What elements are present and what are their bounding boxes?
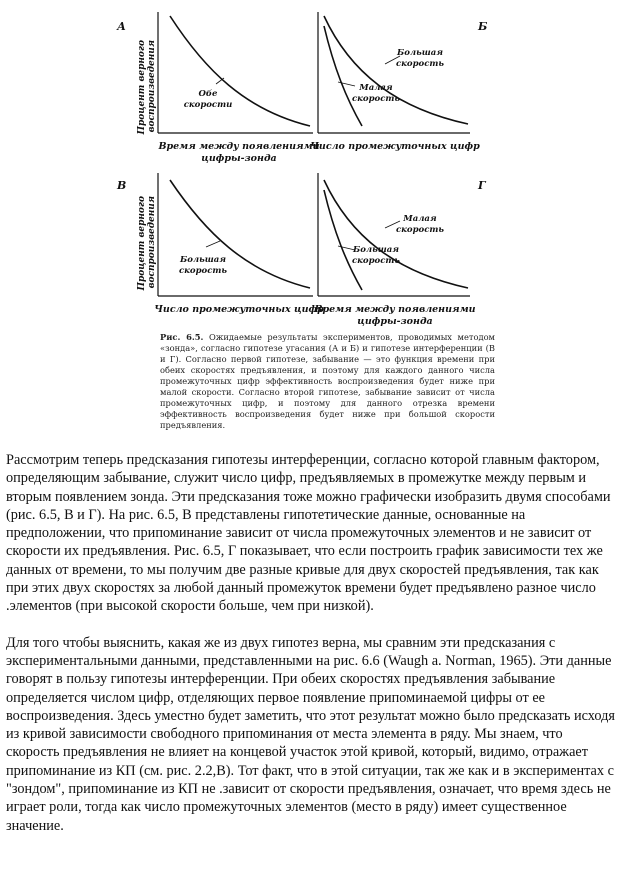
panel-b-fast-line1: Большая xyxy=(396,48,444,58)
panel-b-pointer-slow xyxy=(338,82,355,86)
panel-a-ylabel-line2: воспроизведения xyxy=(147,40,157,133)
panel-v-ylabel-line2: воспроизведения xyxy=(147,196,157,289)
panel-g xyxy=(313,173,487,327)
caption-text: Ожидаемые результаты экспериментов, проводимых методом «зонда», согласно гипотезе угасания (А и Б) и гипотезе интерференции (В и Г). Согласно первой гипотезе, забывание — это функция времени при обеих скоростях предъявления, и поэтому для каждого данного числа промежуточных цифр эффективность воспроизведения будет ниже при малой скорости. Согласно второй гипотезе, забывание зависит от числа промежуточных цифр, и поэтому для данного отрезка времени эффективность воспроизведения будет ниже при большой скорости предъявления. xyxy=(160,332,496,430)
panel-v-xlabel: Число промежуточных цифр xyxy=(154,304,324,315)
panel-b xyxy=(310,12,488,152)
panel-g-curve-fast xyxy=(324,190,362,290)
panel-v-label-line1: Большая xyxy=(179,255,227,265)
panel-a-ylabel-line1: Процент верного xyxy=(137,40,147,135)
panel-b-curve-fast xyxy=(324,16,468,124)
panel-v xyxy=(116,173,324,315)
panel-a-letter: А xyxy=(117,20,126,33)
figure-caption xyxy=(160,332,495,431)
panel-b-curve-slow xyxy=(324,26,362,126)
paragraph-1: Рассмотрим теперь предсказания гипотезы интерференции, согласно которой главным фактором, определяющим забывание, служит число цифр, предъявляемых в промежутке между первым и вторым появлением зонда. Эти предсказания тоже можно графически изобразить двумя способами (рис. 6.5, В и Г). На рис. 6.5, В представлены гипотетические данные, основанные на предположении, что припоминание зависит от числа промежуточных элементов и не зависит от скорости их предъявления. Рис. 6.5, Г показывает, что если построить график зависимости тех же данных от времени, то мы получим две разные кривые для двух скоростей предъявления, так как при этих двух скоростях за любой данный промежуток времени будет предъявлено разное число .элементов (при высокой скорости больше, чем при низкой). xyxy=(6,452,611,615)
panel-a-xlabel-line1: Время между появлениями xyxy=(158,141,320,152)
panel-a-label-line2: скорости xyxy=(183,100,233,110)
caption-lead: Рис. 6.5. xyxy=(160,332,204,342)
panel-a-label-line1: Обе xyxy=(198,89,218,99)
panel-g-slow-line1: Малая xyxy=(403,214,437,224)
panel-g-slow-line2: скорость xyxy=(396,225,444,235)
panel-g-xlabel-line2: цифры-зонда xyxy=(357,316,433,327)
panel-g-fast-line1: Большая xyxy=(352,245,400,255)
panel-g-letter: Г xyxy=(478,179,486,192)
panel-b-xlabel: Число промежуточных цифр xyxy=(310,141,480,152)
panel-v-ylabel-line1: Процент верного xyxy=(137,196,147,291)
panel-v-letter: В xyxy=(117,179,127,192)
panel-b-slow-line1: Малая xyxy=(359,83,393,93)
body-text xyxy=(6,451,616,835)
panel-b-fast-line2: скорость xyxy=(396,59,444,69)
panel-v-pointer xyxy=(206,241,220,247)
panel-b-slow-line2: скорость xyxy=(352,94,400,104)
paragraph-2: Для того чтобы выяснить, какая же из двух гипотез верна, мы сравним эти предсказания с экспериментальными данными, представленными на рис. 6.6 (Waugh a. Norman, 1965). Эти данные говорят в пользу гипотезы интерференции. При обеих скоростях предъявления забывание определяется числом цифр, отделяющих первое появление припоминаемой цифры от ее воспроизведения. Здесь уместно будет заметить, что этот результат можно было предсказать исходя из кривой зависимости свободного припоминания от места элемента в ряду. Мы знаем, что скорость предъявления не влияет на концевой участок этой кривой, который, видимо, отражает припоминание из КП (см. рис. 2.2,В). Тот факт, что в этой ситуации, так же как и в экспериментах с "зондом", припоминание из КП не .зависит от скорости предъявления, означает, что время здесь не играет роли, тогда как число промежуточных элементов (место в ряду) имеет существенное значение. xyxy=(6,634,615,834)
panel-g-fast-line2: скорость xyxy=(352,256,400,266)
panel-a xyxy=(116,12,320,164)
panel-a-xlabel-line2: цифры-зонда xyxy=(201,153,277,164)
panel-v-label-line2: скорость xyxy=(179,266,227,276)
panel-g-xlabel-line1: Время между появлениями xyxy=(314,304,476,315)
panel-b-letter: Б xyxy=(478,20,488,33)
